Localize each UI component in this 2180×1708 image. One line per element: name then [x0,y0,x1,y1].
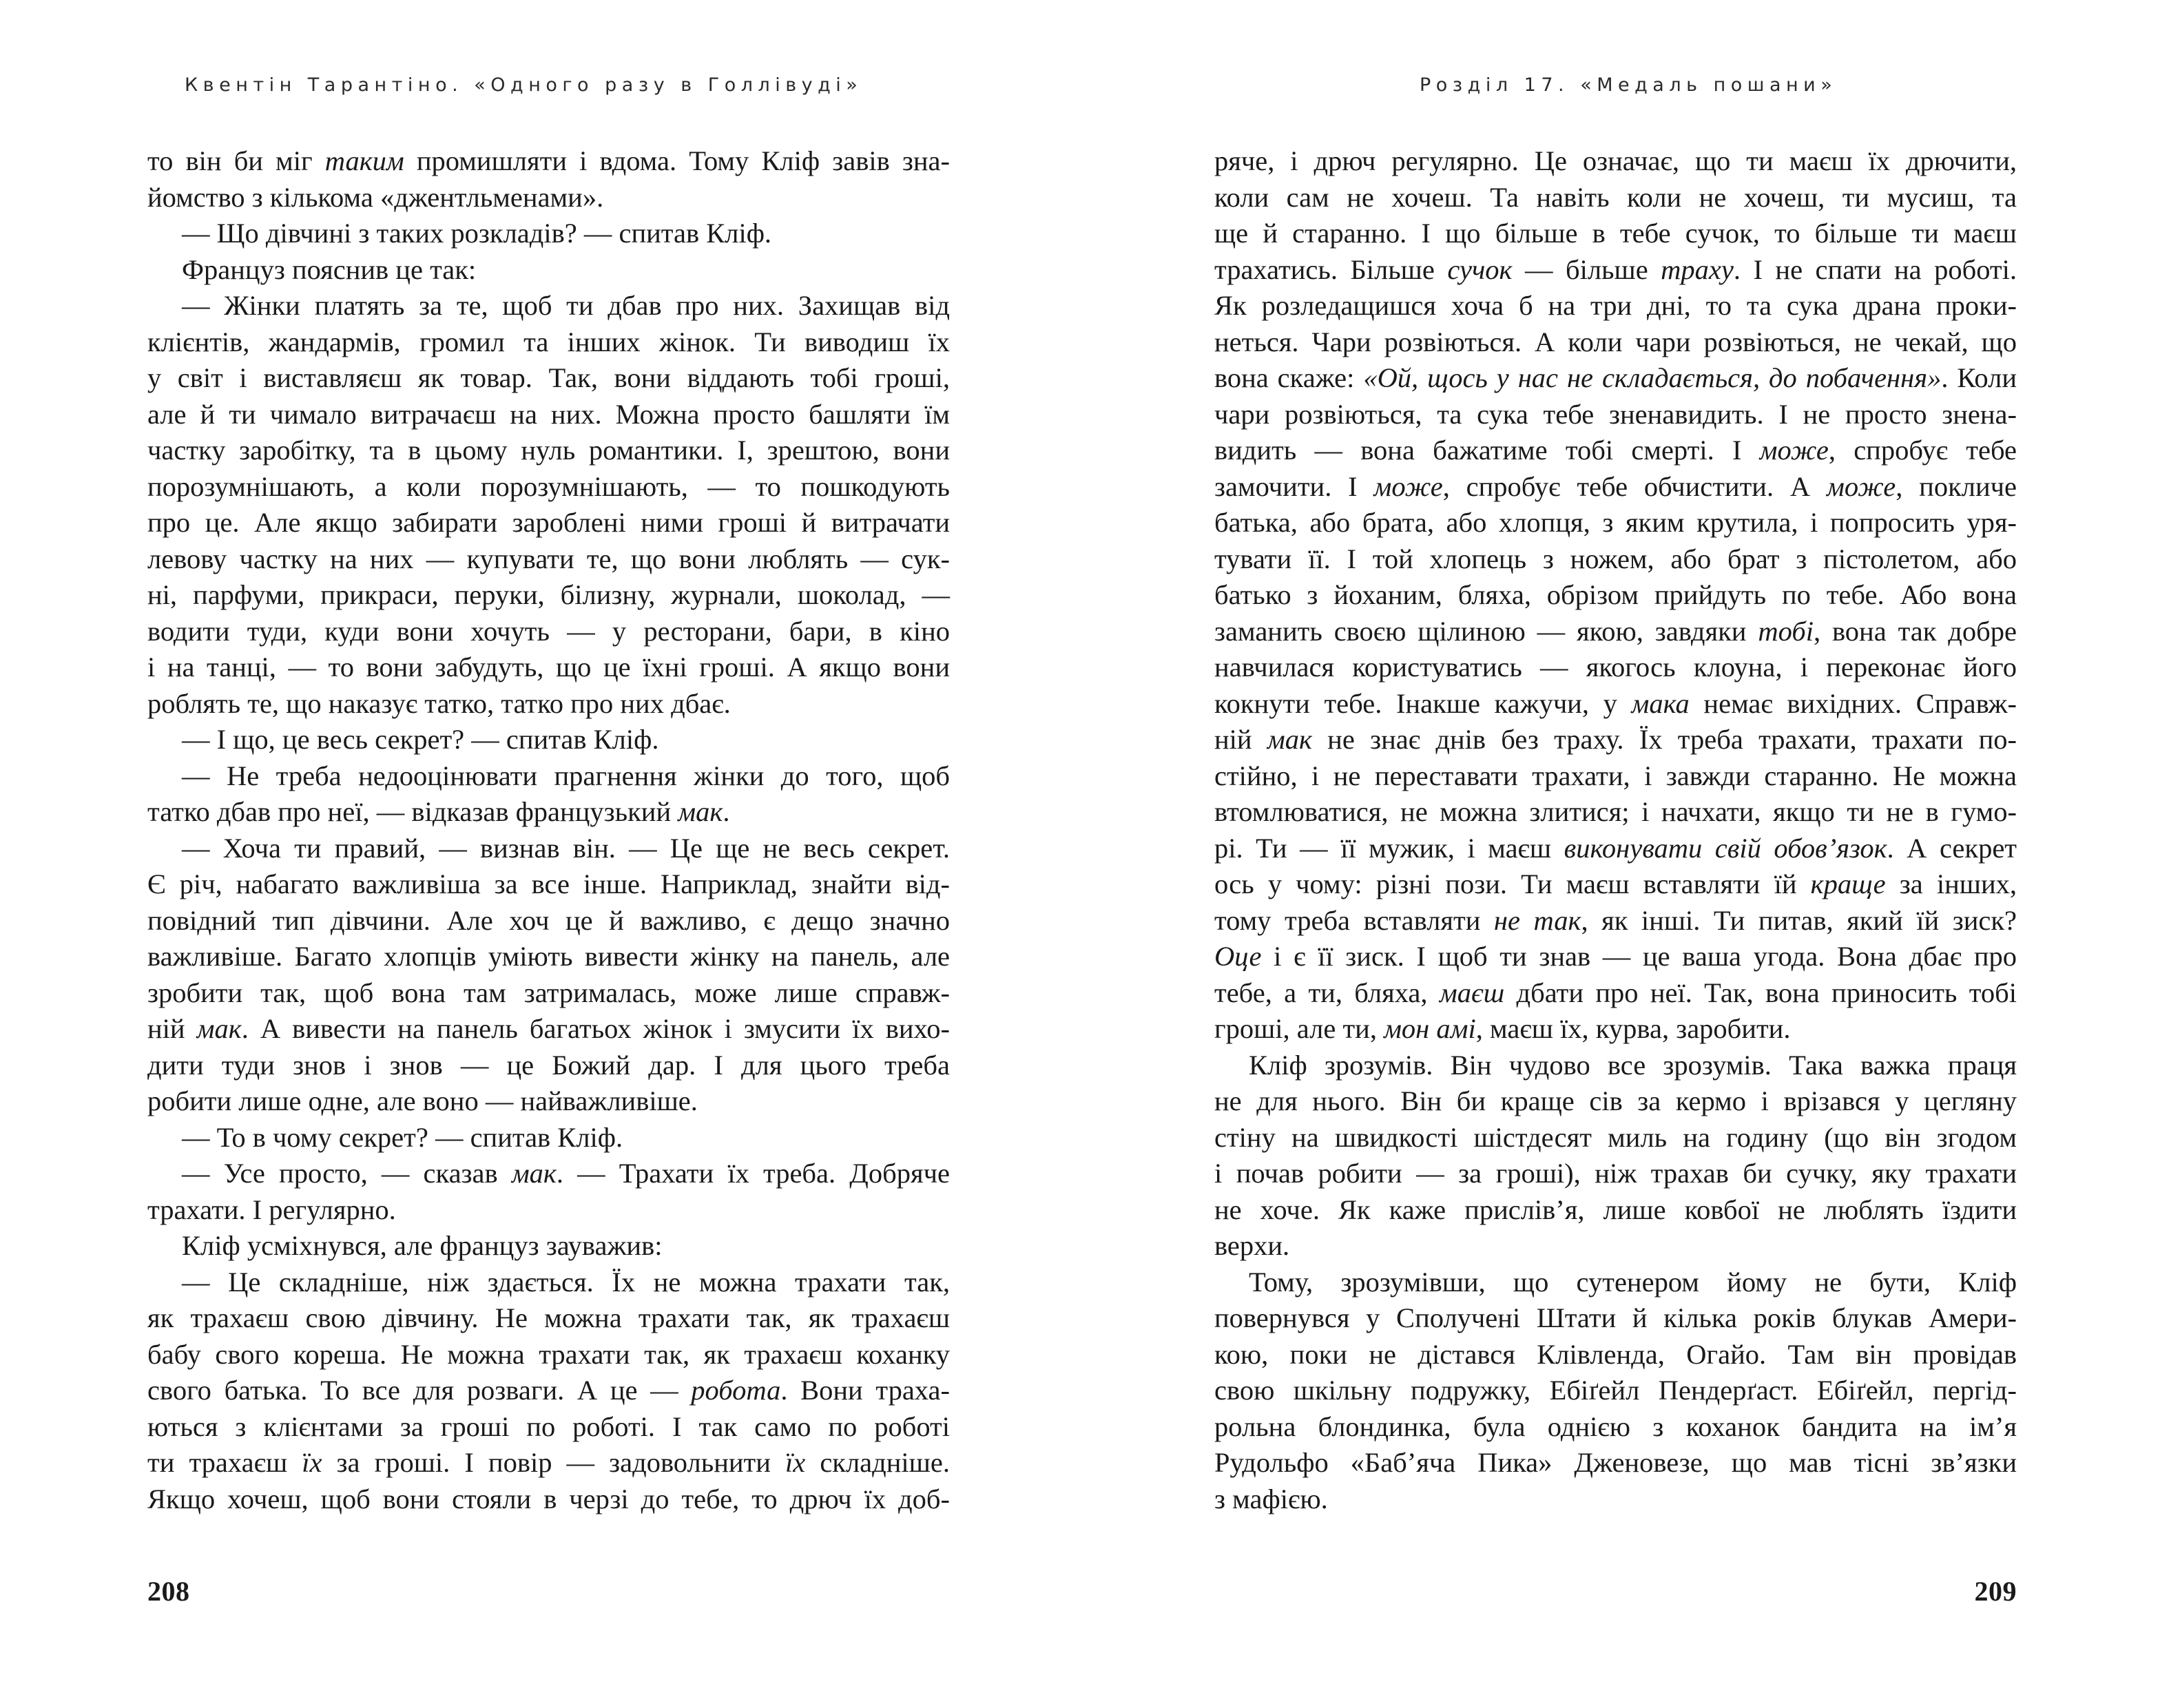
text-line [1214,1373,2017,1409]
text-line [1214,866,2017,903]
text-line [1214,686,2017,722]
text-fragment: замочити. І [1214,470,1374,502]
body-text [1214,143,2017,1517]
text-line [1214,324,2017,361]
italic-fragment: їх [785,1447,806,1478]
text-line [147,614,950,650]
text-fragment: ній [1214,724,1267,755]
text-fragment: немає вихідних. Справж- [1689,687,2017,719]
text-line [147,1409,950,1446]
text-fragment: Є річ, набагато важливіша за все інше. Наприклад, знайти від- [147,868,950,899]
italic-fragment: краще [1810,868,1886,899]
text-line [147,1337,950,1373]
text-fragment: ось у чому: різні пози. Ти маєш вставляти їй [1214,868,1811,899]
text-fragment: батька, або брата, або хлопця, з яким крутила, і попросить уря- [1214,507,2017,538]
text-fragment: ні, парфуми, прикраси, перуки, білизну, журнали, шоколад, — [147,579,950,610]
text-fragment: . Вони траха- [780,1375,950,1406]
text-fragment: свого батька. То все для розваги. А це — [147,1375,692,1406]
text-line [1214,1337,2017,1373]
text-line [1214,433,2017,469]
text-fragment: повідний тип дівчини. Але хоч це й важливо, є дещо значно [147,904,950,936]
text-line [147,686,950,722]
text-fragment: і почав робити — за гроші), ніж трахав би сучку, яку трахати [1214,1158,2017,1189]
text-line [147,1156,950,1192]
text-fragment: . І не спати на роботі. [1733,253,2017,285]
text-fragment: зробити так, щоб вона там затрималась, може лише справж- [147,977,950,1008]
text-fragment: — І що, це весь секрет? — спитав Кліф. [182,724,659,755]
text-fragment: дити туди знов і знов — це Божий дар. І для цього треба [147,1049,950,1081]
text-line [1214,252,2017,289]
text-line [1214,469,2017,506]
text-fragment: — Хоча ти правий, — визнав він. — Це ще не весь секрет. [182,832,950,864]
text-fragment: рі. Ти — її мужик, і маєш [1214,832,1564,864]
text-line [1214,143,2017,180]
text-fragment: . [723,796,730,827]
italic-fragment: їх [302,1447,322,1478]
text-line [147,975,950,1012]
text-line [1214,831,2017,867]
italic-fragment: мак [1267,724,1312,755]
italic-fragment: таким [324,145,404,176]
body-text [147,143,950,1517]
text-line [147,1048,950,1084]
text-fragment: за інших, [1885,868,2017,899]
text-line [1214,649,2017,686]
text-fragment: , вона так добре [1813,615,2017,647]
italic-fragment: робота [691,1375,781,1406]
text-fragment: повернувся у Сполучені Штати й кілька років блукав Амери- [1214,1302,2017,1333]
text-fragment: , як інші. Ти питав, який їй зиск? [1581,904,2017,936]
text-fragment: татко дбав про неї, — відказав французький [147,796,678,827]
text-line [1214,1120,2017,1156]
italic-fragment: може [1759,435,1829,466]
text-line [1214,1011,2017,1048]
text-fragment: клієнтів, жандармів, громил та інших жінок. Ти виводиш їх [147,326,950,357]
text-line [1214,794,2017,831]
text-fragment: кокнути тебе. Інакше кажучи, у [1214,687,1632,719]
text-fragment: — То в чому секрет? — спитав Кліф. [182,1121,623,1153]
text-fragment: гроші, але ти, [1214,1013,1384,1044]
text-fragment: ти трахаєш [147,1447,302,1478]
text-line [147,1120,950,1156]
text-line [147,1300,950,1337]
text-line [147,831,950,867]
italic-fragment: маєш [1439,977,1505,1008]
text-fragment: про це. Але якщо забирати зароблені ними гроші й витрачати [147,507,950,538]
text-fragment: — більше [1512,253,1661,285]
text-fragment: трахати. І регулярно. [147,1194,396,1225]
text-fragment: кою, поки не дістався Клівленда, Огайо. Там він провідав [1214,1338,2017,1370]
text-fragment: Кліф усміхнувся, але француз зауважив: [182,1230,663,1261]
text-line [147,1083,950,1120]
text-fragment: втомлюватися, не можна злитися; і начхати, якщо ти не в гумо- [1214,796,2017,827]
text-fragment: , маєш їх, курва, заробити. [1475,1013,1791,1044]
italic-fragment: траху [1661,253,1734,285]
text-fragment: як трахаєш свою дівчину. Не можна трахати так, як трахаєш [147,1302,950,1333]
text-fragment: , покличе [1896,470,2017,502]
text-fragment: . А секрет [1887,832,2017,864]
text-fragment: ються з клієнтами за гроші по роботі. І так само по роботі [147,1410,950,1442]
text-fragment: і на танці, — то вони забудуть, що це їхні гроші. А якщо вони [147,652,950,683]
running-head: Розділ 17. «Медаль пошани» [1420,74,1838,96]
text-line [1214,1192,2017,1229]
text-fragment: то він би міг [147,145,325,176]
text-line [147,505,950,541]
text-fragment: не хоче. Як каже прислів’я, лише ковбої не люблять їздити [1214,1194,2017,1225]
text-line [147,1264,950,1301]
text-line [1214,1300,2017,1337]
text-fragment: але й ти чимало витрачаєш на них. Можна просто башляти їм [147,398,950,430]
text-line [147,360,950,397]
text-line [1214,397,2017,433]
text-line [147,577,950,614]
italic-fragment: сучок [1447,253,1513,285]
text-line [147,1228,950,1264]
text-fragment: . А вивести на панель багатьох жінок і змусити їх вихо- [241,1013,950,1044]
text-line [147,180,950,216]
text-fragment: , спробує тебе [1828,435,2017,466]
text-fragment: навчилася користуватись — якогось клоуна, і переконає його [1214,652,2017,683]
text-line [1214,541,2017,578]
text-fragment: водити туди, куди вони хочуть — у ресторани, бари, в кіно [147,615,950,647]
text-fragment: робити лише одне, але воно — найважливіше. [147,1085,698,1116]
text-fragment: Тому, зрозумівши, що сутенером йому не бути, Кліф [1249,1266,2017,1298]
italic-fragment: мон амі [1384,1013,1476,1044]
italic-fragment: може [1373,470,1443,502]
text-fragment: Француз пояснив це так: [182,253,477,285]
text-line [147,216,950,252]
text-fragment: стіну на швидкості шістдесят миль на годину (що він згодом [1214,1121,2017,1153]
text-line [147,1481,950,1518]
text-fragment: ній [147,1013,197,1044]
text-line [1214,614,2017,650]
italic-fragment: виконувати свій обов’язок [1564,832,1887,864]
italic-fragment: мак [678,796,723,827]
text-fragment: Рудольфо «Баб’яча Пика» Дженовезе, що мав тісні зв’язки [1214,1447,2017,1478]
text-fragment: йомство з кількома «джентльменами». [147,181,604,213]
text-fragment: батько з йоханим, бляха, обрізом прийдуть по тебе. Або вона [1214,579,2017,610]
text-fragment: складніше. [805,1447,950,1478]
text-line [1214,1156,2017,1192]
text-line [147,469,950,506]
text-fragment: — Не треба недооцінювати прагнення жінки до того, щоб [182,760,950,791]
text-line [1214,577,2017,614]
text-fragment: . — Трахати їх треба. Добряче [556,1158,950,1189]
page-number: 208 [147,1576,190,1607]
text-fragment: роблять те, що наказує татко, татко про них дбає. [147,687,731,719]
italic-fragment: не так [1493,904,1581,936]
text-fragment: . Коли [1941,362,2017,393]
text-line [1214,288,2017,324]
text-line [147,758,950,795]
text-fragment: ще й старанно. І що більше в тебе сучок, то більше ти маєш [1214,218,2017,249]
text-fragment: Як розледащишся хоча б на три дні, то та сука драна проки- [1214,290,2017,321]
text-line [147,903,950,939]
text-line [1214,975,2017,1012]
text-fragment: тувати її. І той хлопець з ножем, або брат з пістолетом, або [1214,543,2017,574]
italic-fragment: мака [1631,687,1690,719]
text-line [1214,1409,2017,1446]
italic-fragment: мак [511,1158,557,1189]
text-fragment: коли сам не хочеш. Та навіть коли не хочеш, ти мусиш, та [1214,181,2017,213]
text-fragment: верхи. [1214,1230,1290,1261]
text-fragment: — Що дівчині з таких розкладів? — спитав Кліф. [182,218,772,249]
text-fragment: — Усе просто, — сказав [182,1158,512,1189]
text-fragment: видить — вона бажатиме тобі смерті. І [1214,435,1760,466]
running-head: Квентін Тарантіно. «Одного разу в Голлівуді» [185,74,863,96]
text-fragment: Кліф зрозумів. Він чудово все зрозумів. Така важка праця [1249,1049,2017,1081]
text-fragment: ряче, і дрюч регулярно. Це означає, що ти маєш їх дрючити, [1214,145,2017,176]
text-fragment: і є її зиск. І щоб ти знав — це ваша угода. Вона дбає про [1261,941,2017,972]
text-line [147,866,950,903]
text-line [1214,1083,2017,1120]
text-line [147,288,950,324]
text-line [1214,180,2017,216]
text-line [147,649,950,686]
italic-fragment: може [1827,470,1896,502]
text-line [147,252,950,289]
text-line [147,433,950,469]
italic-fragment: тобі [1758,615,1814,647]
text-fragment: частку заробітку, та в цьому нуль романтики. І, зрештою, вони [147,435,950,466]
text-line [1214,1445,2017,1481]
text-line [1214,505,2017,541]
text-fragment: чари розвіються, та сука тебе зненавидить. І не просто знена- [1214,398,2017,430]
italic-fragment: мак [196,1013,242,1044]
text-line [147,1011,950,1048]
text-fragment: тебе, а ти, бляха, [1214,977,1440,1008]
text-fragment: дбати про неї. Так, вона приносить тобі [1504,977,2017,1008]
text-fragment: з мафією. [1214,1483,1328,1514]
right-page [1090,0,2180,1708]
text-line [1214,216,2017,252]
italic-fragment: Оце [1214,941,1262,972]
text-line [1214,758,2017,795]
text-line [1214,360,2017,397]
text-fragment: за гроші. І повір — задовольнити [322,1447,785,1478]
text-fragment: заманить своєю щілиною — якою, завдяки [1214,615,1758,647]
text-fragment: свою шкільну подружку, Ебіґейл Пендерґаст. Ебіґейл, пергід- [1214,1375,2017,1406]
text-fragment: — Це складніше, ніж здається. Їх не можна трахати так, [182,1266,950,1298]
text-fragment: важливіше. Багато хлопців уміють вивести жінку на панель, але [147,941,950,972]
text-line [147,1373,950,1409]
text-line [1214,1048,2017,1084]
text-fragment: рольна блондинка, була однією з коханок бандита на ім’я [1214,1410,2017,1442]
text-line [147,1192,950,1229]
text-line [1214,939,2017,975]
text-fragment: Якщо хочеш, щоб вони стояли в черзі до тебе, то дрюч їх доб- [147,1483,950,1514]
text-fragment: бабу свого кореша. Не можна трахати так, як трахаєш коханку [147,1338,950,1370]
text-fragment: трахатись. Більше [1214,253,1448,285]
text-line [147,1445,950,1481]
text-line [1214,1481,2017,1518]
text-fragment: стійно, і не переставати трахати, і завжди старанно. Не можна [1214,760,2017,791]
text-line [1214,1264,2017,1301]
text-line [147,794,950,831]
text-fragment: , спробує тебе обчистити. А [1442,470,1827,502]
text-fragment: порозумнішають, а коли порозумнішають, — то пошкодують [147,470,950,502]
text-line [147,143,950,180]
text-fragment: неться. Чари розвіються. А коли чари розвіються, не чекай, що [1214,326,2017,357]
text-fragment: тому треба вставляти [1214,904,1494,936]
italic-fragment: «Ой, щось у нас не складається, до побачення» [1363,362,1942,393]
text-fragment: левову частку на них — купувати те, що вони люблять — сук- [147,543,950,574]
text-fragment: у світ і виставляєш як товар. Так, вони віддають тобі гроші, [147,362,950,393]
text-fragment: не знає днів без траху. Їх треба трахати, трахати по- [1311,724,2017,755]
text-line [1214,903,2017,939]
text-line [1214,1228,2017,1264]
text-line [147,722,950,758]
text-line [1214,722,2017,758]
text-fragment: промишляти і вдома. Тому Кліф завів зна- [404,145,950,176]
page-number: 209 [1974,1576,2017,1607]
text-line [147,541,950,578]
text-fragment: вона скаже: [1214,362,1364,393]
text-line [147,397,950,433]
text-fragment: не для нього. Він би краще сів за кермо і врізався у цегляну [1214,1085,2017,1116]
text-line [147,324,950,361]
text-line [147,939,950,975]
text-fragment: — Жінки платять за те, щоб ти дбав про них. Захищав від [182,290,950,321]
